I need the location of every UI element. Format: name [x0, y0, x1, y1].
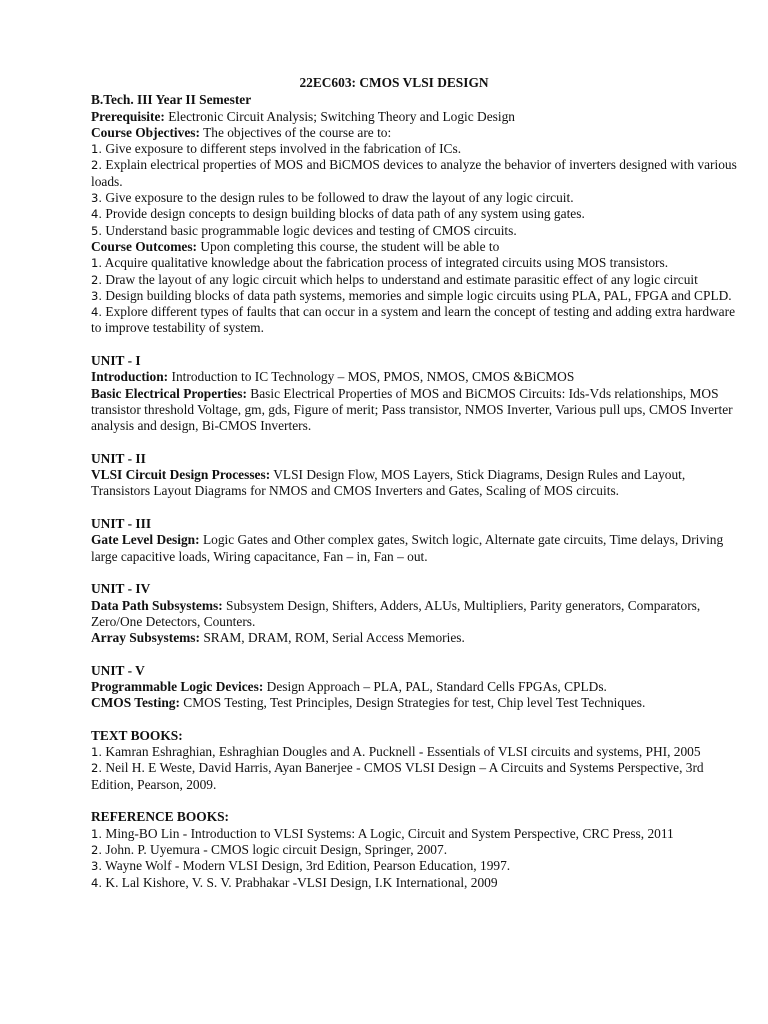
book-text: Neil H. E Weste, David Harris, Ayan Banerjee - CMOS VLSI Design – A Circuits and Systems Perspective, 3rd Edition, Pearson, 2009. — [91, 760, 704, 792]
reference-book-item — [91, 858, 741, 874]
book-number: 2. — [91, 842, 103, 857]
book-number: 1. — [91, 826, 103, 841]
book-text: John. P. Uyemura - CMOS logic circuit Design, Springer, 2007. — [102, 841, 448, 857]
objectives-label: Course Objectives: — [91, 124, 200, 140]
outcome-number: 3. — [91, 288, 103, 303]
topic-text: VLSI Design Flow, MOS Layers, Stick Diagrams, Design Rules and Layout, Transistors Layout Diagrams for NMOS and CMOS Inverters and Gates, Scaling of MOS circuits. — [91, 467, 686, 499]
outcome-text: Draw the layout of any logic circuit which helps to understand and estimate parasitic effect of any logic circuit — [102, 271, 698, 287]
outcomes-label: Course Outcomes: — [91, 238, 197, 254]
book-number: 1. — [91, 745, 103, 760]
prerequisite-label: Prerequisite: — [91, 108, 165, 124]
objective-item — [91, 157, 741, 190]
topic-label: Data Path Subsystems: — [91, 597, 223, 613]
book-number: 3. — [91, 859, 103, 874]
book-text: Ming-BO Lin - Introduction to VLSI Systems: A Logic, Circuit and System Perspective, CRC Press, 2011 — [102, 825, 674, 841]
topic-label: Introduction: — [91, 369, 169, 385]
topic-text: Design Approach – PLA, PAL, Standard Cells FPGAs, CPLDs. — [263, 678, 607, 694]
prerequisite-text: Electronic Circuit Analysis; Switching Theory and Logic Design — [164, 108, 515, 124]
objective-text: Understand basic programmable logic devices and testing of CMOS circuits. — [102, 222, 517, 238]
outcome-number: 4. — [91, 305, 103, 320]
unit-paragraph — [91, 598, 741, 631]
unit-heading: UNIT - V — [91, 662, 145, 678]
objective-text: Give exposure to different steps involved in the fabrication of ICs. — [102, 141, 462, 157]
unit-paragraph — [91, 532, 741, 565]
outcome-text: Explore different types of faults that can occur in a system and learn the concept of testing and adding extra hardware to improve testability of system. — [91, 304, 736, 336]
unit-paragraph — [91, 630, 741, 646]
text-book-item — [91, 744, 741, 760]
topic-label: Basic Electrical Properties: — [91, 385, 247, 401]
objective-item — [91, 190, 741, 206]
unit-heading: UNIT - IV — [91, 581, 151, 597]
book-text: Wayne Wolf - Modern VLSI Design, 3rd Edition, Pearson Education, 1997. — [102, 858, 511, 874]
topic-text: Logic Gates and Other complex gates, Switch logic, Alternate gate circuits, Time delays, Driving large capacitive loads, Wiring capacitance, Fan – in, Fan – out. — [91, 532, 724, 564]
reference-book-item — [91, 875, 741, 891]
unit-paragraph — [91, 679, 741, 695]
objective-number: 3. — [91, 191, 103, 206]
topic-label: VLSI Circuit Design Processes: — [91, 467, 271, 483]
unit-paragraph — [91, 695, 741, 711]
book-number: 4. — [91, 875, 103, 890]
book-text: Kamran Eshraghian, Eshraghian Dougles and A. Pucknell - Essentials of VLSI circuits and systems, PHI, 2005 — [102, 744, 701, 760]
objective-text: Explain electrical properties of MOS and BiCMOS devices to analyze the behavior of inverters designed with various loads. — [91, 157, 737, 189]
topic-label: Programmable Logic Devices: — [91, 678, 264, 694]
outcomes-intro: Upon completing this course, the student will be able to — [197, 238, 500, 254]
topic-label: Array Subsystems: — [91, 630, 200, 646]
unit-heading: UNIT - III — [91, 516, 152, 532]
objective-item — [91, 141, 741, 157]
objective-number: 1. — [91, 142, 103, 157]
outcomes-line — [91, 239, 741, 255]
unit-heading: UNIT - I — [91, 353, 141, 369]
objective-item — [91, 223, 741, 239]
unit-paragraph — [91, 467, 741, 500]
outcome-number: 1. — [91, 256, 103, 271]
objectives-line — [91, 125, 741, 141]
unit-heading: UNIT - II — [91, 450, 146, 466]
objective-text: Provide design concepts to design building blocks of data path of any system using gates. — [102, 206, 585, 222]
topic-text: CMOS Testing, Test Principles, Design Strategies for test, Chip level Test Techniques. — [179, 695, 646, 711]
outcome-text: Acquire qualitative knowledge about the fabrication process of integrated circuits using MOS transistors. — [102, 255, 669, 271]
outcome-item — [91, 288, 741, 304]
book-text: K. Lal Kishore, V. S. V. Prabhakar -VLSI Design, I.K International, 2009 — [102, 874, 498, 890]
objective-number: 4. — [91, 207, 103, 222]
outcome-item — [91, 255, 741, 271]
topic-text: Introduction to IC Technology – MOS, PMOS, NMOS, CMOS &BiCMOS — [168, 369, 575, 385]
reference-book-item — [91, 826, 741, 842]
course-title: 22EC603: CMOS VLSI DESIGN — [299, 75, 489, 90]
syllabus-page — [91, 75, 741, 891]
text-book-item — [91, 760, 741, 793]
unit-paragraph — [91, 369, 741, 385]
outcome-item — [91, 304, 741, 337]
objective-number: 2. — [91, 158, 103, 173]
objective-item — [91, 206, 741, 222]
book-number: 2. — [91, 761, 103, 776]
prerequisite-line — [91, 109, 741, 125]
objective-number: 5. — [91, 223, 103, 238]
outcome-item — [91, 272, 741, 288]
objective-text: Give exposure to the design rules to be followed to draw the layout of any logic circuit. — [102, 190, 574, 206]
topic-text: Basic Electrical Properties of MOS and BiCMOS Circuits: Ids-Vds relationships, MOS transistor threshold Voltage, gm, gds, Figure of merit; Pass transistor, NMOS Inverter, Various pull ups, CMOS Inverter analysis and design, Bi-CMOS Inverters. — [91, 385, 733, 434]
text-books-heading: TEXT BOOKS: — [91, 727, 183, 743]
topic-label: CMOS Testing: — [91, 695, 180, 711]
topic-text: SRAM, DRAM, ROM, Serial Access Memories. — [199, 630, 465, 646]
objectives-intro: The objectives of the course are to: — [199, 124, 392, 140]
reference-books-heading: REFERENCE BOOKS: — [91, 809, 230, 825]
unit-paragraph — [91, 386, 741, 435]
outcome-text: Design building blocks of data path systems, memories and simple logic circuits using PLA, PAL, FPGA and CPLD. — [102, 287, 732, 303]
reference-book-item — [91, 842, 741, 858]
outcome-number: 2. — [91, 272, 103, 287]
topic-label: Gate Level Design: — [91, 532, 200, 548]
semester-line: B.Tech. III Year II Semester — [91, 92, 252, 108]
topic-text: Subsystem Design, Shifters, Adders, ALUs, Multipliers, Parity generators, Comparators, Zero/One Detectors, Counters. — [91, 597, 701, 629]
